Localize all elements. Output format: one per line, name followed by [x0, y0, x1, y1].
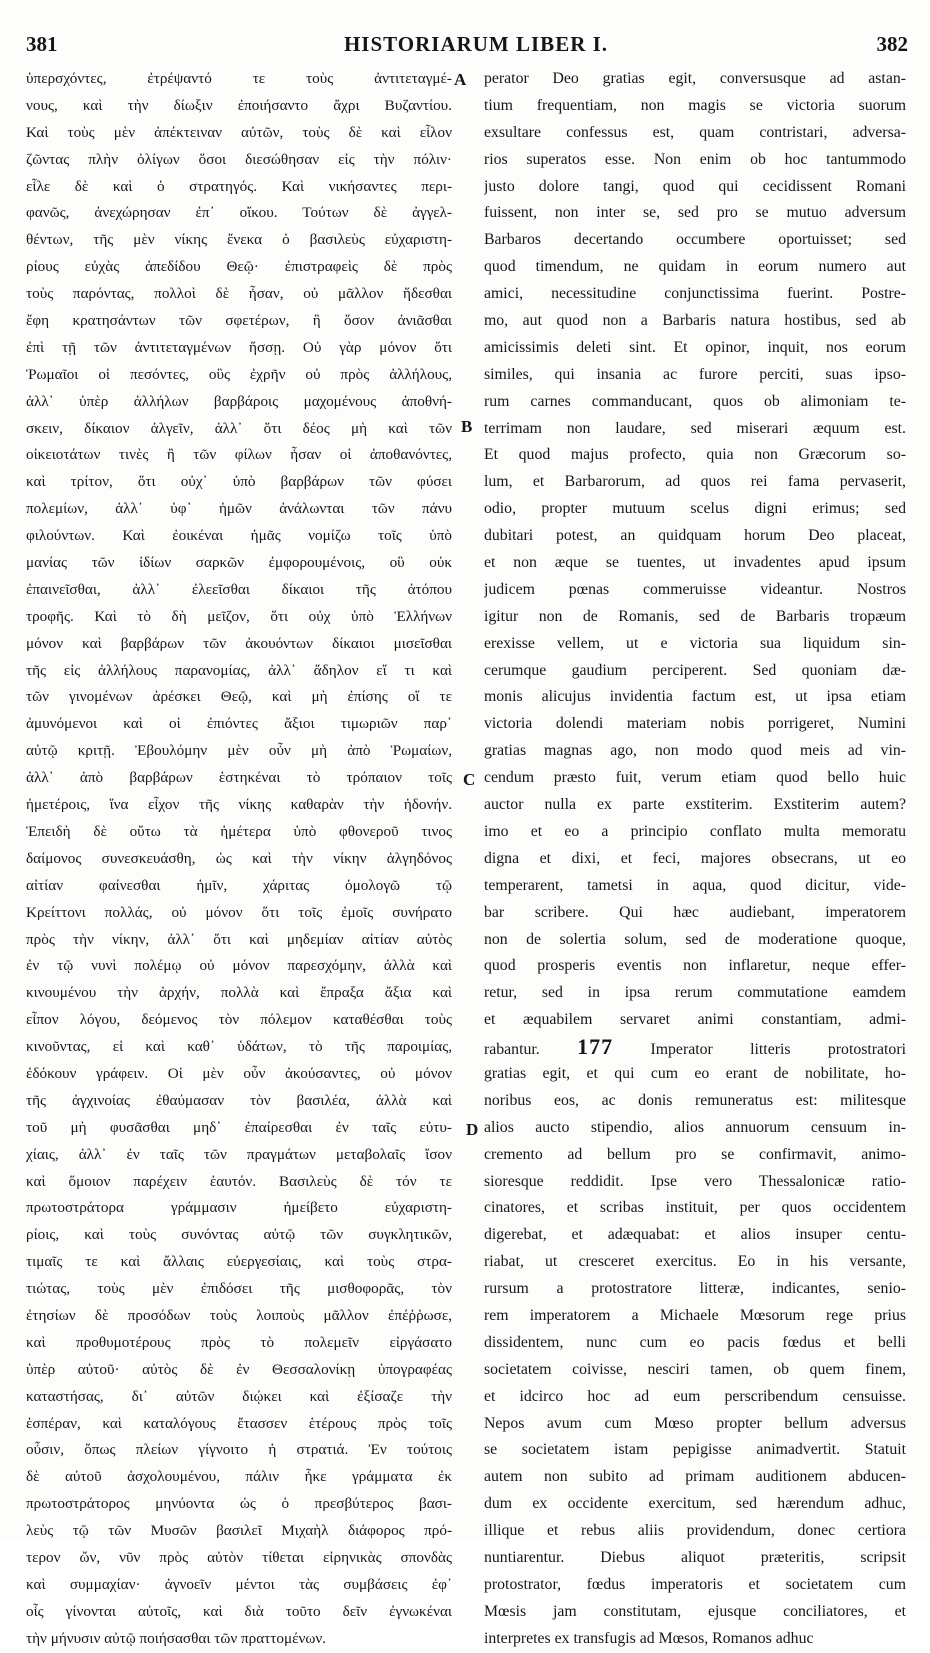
greek-text-line: σκειν, δίκαιον ἀλγεῖν, ἀλλ᾽ ὅτι δέος μὴ καὶ τῶν [26, 419, 452, 437]
greek-text-line: ὑπερσχόντες, ἐτρέψαντό τε τοὺς ἀντιτεταγμέ- [26, 70, 452, 87]
latin-text-line: amicissimis deleti sint. Et opinor, inquit, nos eorum [484, 338, 906, 356]
latin-text-line: rem imperatorem a Michaele Mœsorum rege prius [484, 1306, 906, 1324]
latin-text-line: monis alicujus invidentia factum est, ut ipsa etiam [484, 688, 906, 706]
greek-text-line: τῆς εἰς ἀλλήλους παρανομίας, ἀλλ᾽ ἄδηλον εἴ τι καὶ [26, 661, 452, 679]
greek-text-line: πρωτοστράτορα γράμμασιν ἠμείβετο εὐχαριστη- [26, 1199, 452, 1217]
greek-text-line: ἐπαινεῖσθαι, ἀλλ᾽ ἐλεεῖσθαι δίκαιοι τῆς ἀτόπου [26, 580, 452, 598]
greek-text-line: εἶπον λόγου, δεόμενος τὸν πόλεμον καταθέσθαι τοὺς [26, 1011, 452, 1029]
left-page-number: 381 [26, 32, 58, 56]
latin-text-line: noribus eos, ac donis remuneratus est: militesque [484, 1091, 906, 1109]
greek-text-line: ἡμετέροις, ἵνα εἶχον τῆς νίκης καθαρὰν τὴν ἡδονήν. [26, 796, 452, 814]
greek-text-line: τοῦ μὴ φυσᾶσθαι μηδ᾽ ἐπαίρεσθαι ἐν ταῖς εὐτυ- [26, 1118, 452, 1136]
greek-text-line: θέντων, τῆς μὲν νίκης ἕνεκα ὁ βασιλεὺς εὐχαριστη- [26, 231, 452, 249]
greek-text-line: καὶ τρίτον, ὅτι οὐχ᾽ ὑπὸ βαρβάρων τῶν φύσει [26, 473, 452, 491]
latin-text-line: exsultare confessus est, quam contristari, adversa- [484, 123, 906, 141]
latin-text-line: gratias magnas ago, non modo quod meis ad vin- [484, 742, 906, 760]
margin-marker-b: B [461, 417, 473, 436]
greek-text-line: πρωτοστράτορος μηνύοντα ὡς ὁ πρεσβύτερος βασι- [26, 1495, 452, 1513]
latin-text-line: rios superatos esse. Non enim ob hoc tantummodo [484, 150, 906, 168]
greek-text-line: δὲ αὐτοῦ ἀσχολουμένου, πάλιν ἧκε γράμματα ἐκ [26, 1468, 452, 1486]
greek-text-line: καὶ συμμαχίαν· ἀγνοεῖν μέντοι τὰς συμβάσεις ἐφ᾽ [26, 1575, 452, 1593]
running-title: HISTORIARUM LIBER I. [343, 32, 609, 56]
greek-text-line: τὴν μήνυσιν αὐτῷ ποιήσασθαι τῶν πραττομένων. [26, 1629, 327, 1647]
greek-text-line: δαίμονος συνεσκευάσθη, ὡς καὶ τὴν νίκην ἀλγηδόνος [26, 849, 452, 867]
latin-text-line: tium frequentiam, non magis se victoria suorum [484, 96, 906, 114]
latin-text-line: et æquabilem servaret animi constantiam, admi- [484, 1011, 906, 1029]
greek-text-line: ζῶντας πλὴν ὀλίγων ὅσοι διεσώθησαν εἰς τὴν πόλιν· [26, 150, 452, 168]
greek-text-line: τοὺς παρόντας, πολλοὶ δὲ ἦσαν, οὐ μᾶλλον ἥδεσθαι [26, 285, 452, 303]
greek-text-line: νους, καὶ τὴν δίωξιν ἐποιήσαντο ἄχρι Βυζαντίου. [26, 96, 452, 114]
latin-text-line: odio, propter mutuum scelus digni erimus; sed [484, 500, 906, 518]
greek-text-column [26, 66, 452, 1653]
greek-text-line: ἐδόκουν γράφειν. Οἱ μὲν οὖν ἀκούσαντες, οὐ μόνον [26, 1064, 452, 1082]
latin-text-line: lum, et Barbarorum, ad quos rei fama pervaserit, [484, 473, 906, 491]
latin-text-line: autem non subito ad primam auditionem abducen- [484, 1468, 906, 1486]
latin-text-line: terrimam non laudare, sed miserari æquum est. [484, 419, 906, 437]
greek-text-line: καταστήσας, δι᾽ αὐτῶν διῴκει καὶ ἐξίσαζε τὴν [26, 1387, 452, 1405]
greek-text-line: ρίοις, καὶ τοὺς συνόντας αὐτῷ τῶν συγκλητικῶν, [26, 1226, 452, 1244]
latin-text-line: quod timendum, ne quidam in eorum numero aut [484, 258, 906, 276]
latin-text-line: cinatores, et scribas instituit, per quos occidentem [484, 1199, 906, 1217]
greek-text-line: κινουμένου τὴν ἀρχήν, πολλὰ καὶ ἔπραξα ἄξια καὶ [26, 984, 452, 1002]
greek-text-line: οἰκειοτάτων τινὲς ἢ τῶν φίλων ἦσαν οἱ ἀποθανόντες, [26, 446, 452, 464]
latin-text-line: interpretes ex transfugis ad Mœsos, Romanos adhuc [484, 1629, 814, 1647]
greek-text-line: μόνον καὶ βαρβάρων τῶν ἀκουόντων δίκαιοι μισεῖσθαι [26, 634, 452, 652]
latin-text-line: Barbaros decertando occumbere oportuisset; sed [484, 231, 906, 249]
latin-text-line: et non æque se tuentes, ut invadentes apud ipsum [484, 554, 906, 572]
latin-text-line: Nepos avum cum Mœso propter bellum adversus [484, 1414, 906, 1432]
latin-text-line: amici, necessitudine conjunctissima fuerint. Postre- [484, 285, 906, 303]
greek-text-line: ἀλλ᾽ ὑπὲρ ἀλλήλων βαρβάροις μαχομένους ἀποθνή- [26, 392, 452, 410]
latin-text-line: similes, qui insania ac furore perciti, suas ipso- [484, 365, 906, 383]
greek-text-line: οὖσιν, ὅπως πλείων γίγνοιτο ἡ στρατιά. Ἐν τούτοις [26, 1441, 452, 1459]
latin-text-line: judicem pœnas commeruisse videantur. Nostros [484, 580, 906, 598]
greek-text-line: καὶ προθυμοτέρους πρὸς τὸ πολεμεῖν εἰργάσατο [26, 1333, 452, 1351]
greek-text-line: τιώτας, τοὺς μὲν ἐπιδόσει τῆς μισθοφορᾶς, τὸν [26, 1280, 452, 1298]
latin-text-line: digna et dixi, et feci, majores obsecrans, ut eo [484, 849, 906, 867]
latin-text-line: cendum præsto fuit, verum etiam quod bello huic [484, 769, 906, 787]
greek-text-line: καὶ ὅμοιον παρέχειν ἑαυτόν. Βασιλεὺς δὲ τόν τε [26, 1172, 452, 1190]
latin-text-line: igitur non de Romanis, sed de Barbaris tropæum [484, 607, 906, 625]
latin-text-line: alios aucto stipendio, alios annuorum censuum in- [484, 1118, 906, 1136]
greek-text-line: τιμαῖς τε καὶ ἄλλαις εὐεργεσίαις, καὶ τοὺς στρα- [26, 1253, 452, 1271]
greek-text-line: φιλούντων. Καὶ ἐοικέναι ἡμᾶς νομίζω τοῖς ὑπὸ [26, 527, 452, 545]
latin-text-line: cremento ad bellum pro se confirmavit, animo- [484, 1145, 906, 1163]
latin-text-line: et idcirco hoc ad eum perscribendum censuisse. [484, 1387, 906, 1405]
greek-text-line: Ἐπειδὴ δὲ οὕτω τὰ ἡμέτερα ὑπὸ φθονεροῦ τινος [26, 822, 452, 840]
latin-text-line: societatem coivisse, nesciri tamen, ob quem finem, [484, 1360, 906, 1378]
latin-text-line: nuntiarentur. Diebus aliquot præteritis, scripsit [484, 1548, 906, 1566]
latin-text-column [484, 66, 906, 1653]
greek-text-line: ἀλλ᾽ ἀπὸ βαρβάρων ἑστηκέναι τὸ τρόπαιον τοῖς [26, 769, 452, 787]
latin-text-line: retur, sed in ipsa rerum commutatione eamdem [484, 984, 906, 1002]
chapter-number: 177 [577, 1034, 614, 1060]
latin-text-line: dissidentem, nunc cum eo pacis fœdus et belli [484, 1333, 906, 1351]
latin-text-line: se societatem istam pepigisse animadvertit. Statuit [484, 1441, 906, 1459]
running-header [26, 26, 908, 66]
greek-text-line: χίαις, ἀλλ᾽ ἐν ταῖς τῶν πραγμάτων μεταβολαῖς ἴσον [26, 1145, 452, 1163]
latin-text-line: justo dolore tangi, quod qui cecidissent Romani [484, 177, 906, 195]
greek-text-line: αἰτίαν φαίνεσθαι ἡμῖν, χάριτας ὁμολογῶ τῷ [26, 876, 452, 894]
greek-text-line: τερον ὤν, νῦν πρὸς αὐτὸν τίθεται εἰρηνικὰς σπονδὰς [26, 1548, 452, 1566]
latin-text-line: mo, aut quod non a Barbaris natura hostibus, sed ab [484, 312, 906, 330]
latin-text-line: rum carnes commanducant, quos ob alimoniam te- [484, 392, 906, 410]
greek-text-line: οἷς γίνονται αὐτοῖς, καὶ διὰ τοῦτο δεῖν ἐγνωκέναι [26, 1602, 452, 1620]
greek-text-line: τῆς ἀγχινοίας ἐθαύμασαν τὸν βασιλέα, ἀλλὰ καὶ [26, 1091, 452, 1109]
latin-text-line: erexisse vellem, ut e victoria sua liquidum sin- [484, 634, 906, 652]
latin-text-line: victoria dolendi materiam nobis porrigeret, Numini [484, 715, 906, 733]
greek-text-line: ἀμυνόμενοι καὶ οἱ ἐπιόντες ἄξιοι τιμωριῶν παρ᾽ [26, 715, 452, 733]
latin-text-line: rursum a protostratore litteræ, indicantes, senio- [484, 1280, 906, 1298]
right-page-number: 382 [876, 32, 908, 56]
latin-text-line: dubitari potest, an quidquam horum Deo placeat, [484, 527, 906, 545]
greek-text-line: λεὺς τῷ τῶν Μυσῶν βασιλεῖ Μιχαὴλ διάφορος πρό- [26, 1522, 452, 1540]
greek-text-line: φανῶς, ἀνεχώρησαν ἐπ᾽ οἴκου. Τούτων δὲ ἀγγελ- [26, 204, 452, 222]
latin-text-line: imo et eo a principio conflato multa memoratu [484, 822, 906, 840]
latin-text-line: non de solertia solum, sed de moderatione quoque, [484, 930, 906, 948]
greek-text-line: Ῥωμαῖοι οἱ πεσόντες, οὓς ἐχρῆν οὐ πρὸς ἀλλήλους, [26, 365, 452, 383]
greek-text-line: ἐν τῷ νυνὶ πολέμῳ οὐ μόνον παρεσχόμην, ἀλλὰ καὶ [26, 957, 452, 975]
greek-text-line: μανίας τῶν ἰδίων σαρκῶν ἐμφορουμένοις, οὓ οὐκ [26, 554, 452, 572]
latin-text-line: sioresque reddidit. Ipse vero Thessalonicæ ratio- [484, 1172, 906, 1190]
margin-marker-a: A [454, 70, 467, 89]
latin-text-line: fuissent, non inter se, sed pro se mutuo adversum [484, 204, 906, 222]
latin-text-line: Mœsis jam constitutam, ejusque conciliatores, et [484, 1602, 906, 1620]
greek-text-line: ἑσπέραν, καὶ καταλόγους ἔτασσεν ἑτέρους πρὸς τοῖς [26, 1414, 452, 1432]
latin-text-line: auctor nulla ex parte exstiterim. Exstiterim autem? [484, 796, 906, 814]
latin-text-line: illique et rebus aliis providendum, donec certiora [484, 1522, 906, 1540]
latin-text-line: cerumque gaudium perciperent. Sed quoniam dæ- [484, 661, 906, 679]
latin-text-line: dum ex occidente exercitum, sed hærendum adhuc, [484, 1495, 906, 1513]
latin-text-line: temperarent, tametsi in aqua, quod dicitur, vide- [484, 876, 906, 894]
margin-marker-c: C [463, 770, 476, 789]
greek-text-line: Καὶ τοὺς μὲν ἀπέκτειναν αὐτῶν, τοὺς δὲ καὶ εἷλον [26, 123, 452, 141]
latin-text-line: perator Deo gratias egit, conversusque ad astan- [484, 70, 906, 87]
greek-text-line: ἐπὶ τῇ τῶν ἀντιτεταγμένων ἥσσῃ. Οὐ γὰρ μόνον ὅτι [26, 338, 452, 356]
margin-marker-d: D [466, 1120, 479, 1139]
latin-text-line: bar scribere. Qui hæc audiebant, imperatorem [484, 903, 906, 921]
greek-text-line: τῶν γινομένων ἀρέσκει Θεῷ, καὶ μὴ ἐπίσης οἵ τε [26, 688, 452, 706]
latin-text-line: Et quod majus profecto, quia non Græcorum so- [484, 446, 906, 464]
greek-text-line: ἔφη κρατησάντων τῶν σφετέρων, ἢ ὅσον ἀνιᾶσθαι [26, 312, 452, 330]
latin-text-line: protostrator, fœdus imperatoris et societatem cum [484, 1575, 906, 1593]
latin-text-line: quod prosperis eventis non inflaretur, neque effer- [484, 957, 906, 975]
greek-text-line: Κρείττονι πολλάς, οὐ μόνον ὅτι τοῖς ἐμοῖς συνήρατο [26, 903, 452, 921]
greek-text-line: πολεμίων, ἀλλ᾽ ὑφ᾽ ἡμῶν ἀνάλωνται τῶν πάνυ [26, 500, 452, 518]
greek-text-line: εἷλε δὲ καὶ ὁ στρατηγός. Καὶ νικήσαντες περι- [26, 177, 452, 195]
greek-text-line: ὑπὲρ αὐτοῦ· αὐτὸς δὲ ἐν Θεσσαλονίκῃ ὑπογραφέας [26, 1360, 452, 1378]
latin-text-line: gratias egit, et qui cum eo erant de nobilitate, ho- [484, 1064, 906, 1082]
latin-text-line: riabat, ut cresceret exercitus. Eo in his versante, [484, 1253, 906, 1271]
greek-text-line: αὐτῷ κριτῇ. Ἐβουλόμην μὲν οὖν μὴ ἀπὸ Ῥωμαίων, [26, 742, 452, 760]
greek-text-line: ρίους εὐχὰς ἀπεδίδου Θεῷ· ἐπιστραφεὶς δὲ πρὸς [26, 258, 452, 276]
latin-text-line: digerebat, et adæquabat: et alios insuper centu- [484, 1226, 906, 1244]
latin-text-line: rabantur. 177 Imperator litteris protostratori [484, 1034, 906, 1060]
greek-text-line: πρὸς τὴν νίκην, ἀλλ᾽ ὅτι καὶ μηδεμίαν αἰτίαν αὐτὸς [26, 930, 452, 948]
greek-text-line: ἐτησίων δὲ προσόδων τοὺς λοιποὺς μᾶλλον ἐπέῤῥωσε, [26, 1306, 452, 1324]
greek-text-line: κινοῦντας, εἰ καὶ καθ᾽ ὑδάτων, τὸ τῆς παροιμίας, [26, 1038, 452, 1056]
greek-text-line: τροφῆς. Καὶ τὸ δὴ μεῖζον, ὅτι οὐχ ὑπὸ Ἑλλήνων [26, 607, 452, 625]
